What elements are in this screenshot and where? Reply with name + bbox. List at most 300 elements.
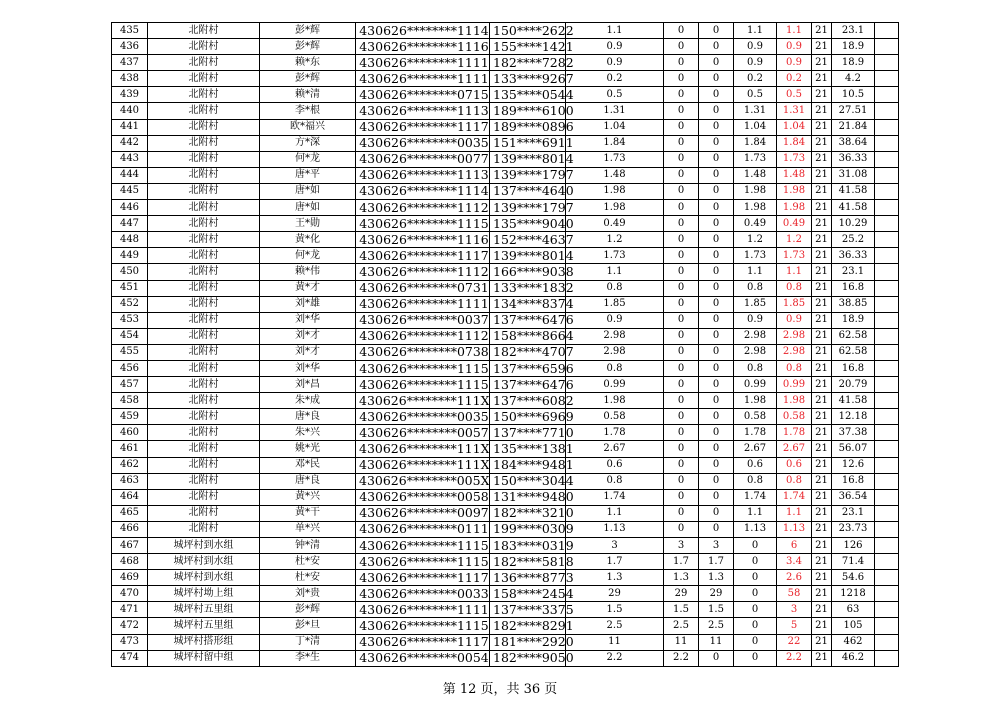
table-row xyxy=(112,457,899,473)
table-row xyxy=(112,232,899,248)
table-row xyxy=(112,280,899,296)
row-number: 457 xyxy=(112,377,148,393)
amount-cell: 41.58 xyxy=(832,393,875,409)
area-c-cell: 0 xyxy=(699,409,734,425)
empty-cell xyxy=(875,473,899,489)
total-area-cell: 1.31 xyxy=(777,103,812,119)
table-row xyxy=(112,505,899,521)
empty-cell xyxy=(875,521,899,537)
table-row xyxy=(112,183,899,199)
area-d-cell: 0 xyxy=(734,570,777,586)
total-area-cell: 1.13 xyxy=(777,521,812,537)
rate-cell: 21 xyxy=(812,312,832,328)
name-cell: 唐*如 xyxy=(260,200,356,216)
rate-cell: 21 xyxy=(812,409,832,425)
phone-cell: 139****8014 xyxy=(490,151,566,167)
rate-cell: 21 xyxy=(812,473,832,489)
village-cell: 北附村 xyxy=(148,216,260,232)
rate-cell: 21 xyxy=(812,377,832,393)
name-cell: 赖*清 xyxy=(260,87,356,103)
id-number-cell: 430626********1117 xyxy=(356,248,490,264)
area-c-cell: 11 xyxy=(699,634,734,650)
row-number: 454 xyxy=(112,328,148,344)
area-c-cell: 0 xyxy=(699,167,734,183)
empty-cell xyxy=(875,538,899,554)
rate-cell: 21 xyxy=(812,393,832,409)
area-b-cell: 0 xyxy=(664,312,699,328)
table-row xyxy=(112,554,899,570)
empty-cell xyxy=(875,489,899,505)
area-d-cell: 1.98 xyxy=(734,393,777,409)
name-cell: 方*深 xyxy=(260,135,356,151)
empty-cell xyxy=(875,135,899,151)
row-number: 469 xyxy=(112,570,148,586)
village-cell: 北附村 xyxy=(148,167,260,183)
phone-cell: 139****1797 xyxy=(490,200,566,216)
area-b-cell: 0 xyxy=(664,55,699,71)
name-cell: 钟*清 xyxy=(260,538,356,554)
amount-cell: 126 xyxy=(832,538,875,554)
total-area-cell: 6 xyxy=(777,538,812,554)
area-b-cell: 0 xyxy=(664,360,699,376)
empty-cell xyxy=(875,650,899,666)
amount-cell: 23.1 xyxy=(832,23,875,39)
area-cell: 2.5 xyxy=(566,618,664,634)
area-d-cell: 1.1 xyxy=(734,505,777,521)
table-row xyxy=(112,344,899,360)
phone-cell: 137****4640 xyxy=(490,183,566,199)
rate-cell: 21 xyxy=(812,200,832,216)
empty-cell xyxy=(875,618,899,634)
name-cell: 唐*良 xyxy=(260,409,356,425)
total-area-cell: 2.98 xyxy=(777,328,812,344)
area-c-cell: 0 xyxy=(699,489,734,505)
row-number: 451 xyxy=(112,280,148,296)
area-d-cell: 1.48 xyxy=(734,167,777,183)
empty-cell xyxy=(875,71,899,87)
id-number-cell: 430626********0057 xyxy=(356,425,490,441)
table-row xyxy=(112,409,899,425)
village-cell: 北附村 xyxy=(148,71,260,87)
row-number: 441 xyxy=(112,119,148,135)
id-number-cell: 430626********1117 xyxy=(356,634,490,650)
total-area-cell: 0.6 xyxy=(777,457,812,473)
empty-cell xyxy=(875,280,899,296)
village-cell: 北附村 xyxy=(148,457,260,473)
area-b-cell: 0 xyxy=(664,87,699,103)
id-number-cell: 430626********1111 xyxy=(356,71,490,87)
area-c-cell: 0 xyxy=(699,328,734,344)
name-cell: 朱*成 xyxy=(260,393,356,409)
total-area-cell: 0.9 xyxy=(777,312,812,328)
rate-cell: 21 xyxy=(812,538,832,554)
village-cell: 城坪村坳上组 xyxy=(148,586,260,602)
table-row xyxy=(112,618,899,634)
total-area-cell: 2.6 xyxy=(777,570,812,586)
area-cell: 2.2 xyxy=(566,650,664,666)
total-area-cell: 0.5 xyxy=(777,87,812,103)
area-cell: 1.2 xyxy=(566,232,664,248)
empty-cell xyxy=(875,409,899,425)
amount-cell: 41.58 xyxy=(832,200,875,216)
area-d-cell: 1.98 xyxy=(734,200,777,216)
rate-cell: 21 xyxy=(812,183,832,199)
data-table xyxy=(111,22,899,667)
empty-cell xyxy=(875,119,899,135)
name-cell: 欧*福兴 xyxy=(260,119,356,135)
rate-cell: 21 xyxy=(812,505,832,521)
name-cell: 丁*清 xyxy=(260,634,356,650)
village-cell: 北附村 xyxy=(148,39,260,55)
phone-cell: 135****0544 xyxy=(490,87,566,103)
village-cell: 北附村 xyxy=(148,151,260,167)
area-c-cell: 0 xyxy=(699,280,734,296)
total-area-cell: 1.04 xyxy=(777,119,812,135)
id-number-cell: 430626********1115 xyxy=(356,554,490,570)
amount-cell: 62.58 xyxy=(832,328,875,344)
village-cell: 北附村 xyxy=(148,360,260,376)
row-number: 464 xyxy=(112,489,148,505)
table-row xyxy=(112,312,899,328)
row-number: 455 xyxy=(112,344,148,360)
area-cell: 1.78 xyxy=(566,425,664,441)
area-d-cell: 1.85 xyxy=(734,296,777,312)
area-b-cell: 0 xyxy=(664,473,699,489)
area-b-cell: 0 xyxy=(664,183,699,199)
amount-cell: 36.33 xyxy=(832,248,875,264)
area-d-cell: 0.49 xyxy=(734,216,777,232)
phone-cell: 182****3210 xyxy=(490,505,566,521)
name-cell: 何*龙 xyxy=(260,248,356,264)
name-cell: 唐*如 xyxy=(260,183,356,199)
phone-cell: 166****9038 xyxy=(490,264,566,280)
area-b-cell: 0 xyxy=(664,103,699,119)
area-d-cell: 0 xyxy=(734,634,777,650)
page-footer: 第 12 页，共 36 页 xyxy=(442,682,558,697)
amount-cell: 105 xyxy=(832,618,875,634)
name-cell: 刘*昌 xyxy=(260,377,356,393)
amount-cell: 31.08 xyxy=(832,167,875,183)
id-number-cell: 430626********1116 xyxy=(356,232,490,248)
area-c-cell: 0 xyxy=(699,39,734,55)
empty-cell xyxy=(875,360,899,376)
table-row xyxy=(112,650,899,666)
id-number-cell: 430626********0731 xyxy=(356,280,490,296)
village-cell: 北附村 xyxy=(148,183,260,199)
row-number: 468 xyxy=(112,554,148,570)
row-number: 470 xyxy=(112,586,148,602)
area-cell: 3 xyxy=(566,538,664,554)
name-cell: 黄*兴 xyxy=(260,489,356,505)
total-area-cell: 1.78 xyxy=(777,425,812,441)
rate-cell: 21 xyxy=(812,521,832,537)
area-b-cell: 0 xyxy=(664,71,699,87)
empty-cell xyxy=(875,87,899,103)
id-number-cell: 430626********111X xyxy=(356,393,490,409)
rate-cell: 21 xyxy=(812,280,832,296)
area-b-cell: 0 xyxy=(664,135,699,151)
rate-cell: 21 xyxy=(812,570,832,586)
area-b-cell: 2.2 xyxy=(664,650,699,666)
row-number: 447 xyxy=(112,216,148,232)
area-cell: 1.74 xyxy=(566,489,664,505)
row-number: 467 xyxy=(112,538,148,554)
id-number-cell: 430626********0035 xyxy=(356,135,490,151)
area-d-cell: 0 xyxy=(734,602,777,618)
name-cell: 彭*辉 xyxy=(260,39,356,55)
area-cell: 1.98 xyxy=(566,183,664,199)
table-row xyxy=(112,538,899,554)
name-cell: 彭*辉 xyxy=(260,602,356,618)
empty-cell xyxy=(875,167,899,183)
rate-cell: 21 xyxy=(812,71,832,87)
area-cell: 0.99 xyxy=(566,377,664,393)
area-cell: 1.1 xyxy=(566,264,664,280)
phone-cell: 151****6911 xyxy=(490,135,566,151)
amount-cell: 23.73 xyxy=(832,521,875,537)
area-cell: 1.31 xyxy=(566,103,664,119)
village-cell: 北附村 xyxy=(148,521,260,537)
area-d-cell: 1.78 xyxy=(734,425,777,441)
id-number-cell: 430626********0058 xyxy=(356,489,490,505)
area-cell: 1.3 xyxy=(566,570,664,586)
area-c-cell: 1.3 xyxy=(699,570,734,586)
table-row xyxy=(112,23,899,39)
area-c-cell: 0 xyxy=(699,457,734,473)
area-b-cell: 0 xyxy=(664,151,699,167)
village-cell: 北附村 xyxy=(148,505,260,521)
row-number: 450 xyxy=(112,264,148,280)
name-cell: 杜*安 xyxy=(260,554,356,570)
area-b-cell: 0 xyxy=(664,441,699,457)
id-number-cell: 430626********1114 xyxy=(356,183,490,199)
rate-cell: 21 xyxy=(812,39,832,55)
area-d-cell: 0 xyxy=(734,554,777,570)
total-area-cell: 0.9 xyxy=(777,55,812,71)
id-number-cell: 430626********1111 xyxy=(356,55,490,71)
total-area-cell: 22 xyxy=(777,634,812,650)
amount-cell: 18.9 xyxy=(832,55,875,71)
area-c-cell: 0 xyxy=(699,296,734,312)
village-cell: 北附村 xyxy=(148,87,260,103)
area-cell: 11 xyxy=(566,634,664,650)
table-row xyxy=(112,103,899,119)
phone-cell: 137****6596 xyxy=(490,360,566,376)
id-number-cell: 430626********1111 xyxy=(356,602,490,618)
village-cell: 北附村 xyxy=(148,441,260,457)
rate-cell: 21 xyxy=(812,87,832,103)
id-number-cell: 430626********0054 xyxy=(356,650,490,666)
area-d-cell: 1.74 xyxy=(734,489,777,505)
empty-cell xyxy=(875,441,899,457)
table-row xyxy=(112,328,899,344)
amount-cell: 18.9 xyxy=(832,39,875,55)
total-area-cell: 1.84 xyxy=(777,135,812,151)
amount-cell: 56.07 xyxy=(832,441,875,457)
total-area-cell: 2.2 xyxy=(777,650,812,666)
area-c-cell: 0 xyxy=(699,521,734,537)
amount-cell: 63 xyxy=(832,602,875,618)
total-area-cell: 1.85 xyxy=(777,296,812,312)
row-number: 472 xyxy=(112,618,148,634)
id-number-cell: 430626********0738 xyxy=(356,344,490,360)
table-row xyxy=(112,441,899,457)
total-area-cell: 1.1 xyxy=(777,23,812,39)
row-number: 437 xyxy=(112,55,148,71)
area-cell: 0.9 xyxy=(566,312,664,328)
area-c-cell: 29 xyxy=(699,586,734,602)
name-cell: 彭*辉 xyxy=(260,71,356,87)
amount-cell: 46.2 xyxy=(832,650,875,666)
area-c-cell: 0 xyxy=(699,23,734,39)
name-cell: 邓*民 xyxy=(260,457,356,473)
name-cell: 赖*东 xyxy=(260,55,356,71)
id-number-cell: 430626********0035 xyxy=(356,409,490,425)
id-number-cell: 430626********1112 xyxy=(356,328,490,344)
village-cell: 城坪村搭形组 xyxy=(148,634,260,650)
village-cell: 城坪村五里组 xyxy=(148,618,260,634)
area-c-cell: 0 xyxy=(699,505,734,521)
village-cell: 北附村 xyxy=(148,200,260,216)
area-c-cell: 3 xyxy=(699,538,734,554)
area-b-cell: 0 xyxy=(664,328,699,344)
phone-cell: 183****0319 xyxy=(490,538,566,554)
area-d-cell: 0 xyxy=(734,586,777,602)
row-number: 453 xyxy=(112,312,148,328)
empty-cell xyxy=(875,216,899,232)
area-b-cell: 0 xyxy=(664,232,699,248)
area-c-cell: 0 xyxy=(699,71,734,87)
rate-cell: 21 xyxy=(812,119,832,135)
phone-cell: 199****0309 xyxy=(490,521,566,537)
area-b-cell: 0 xyxy=(664,216,699,232)
row-number: 436 xyxy=(112,39,148,55)
area-d-cell: 0.8 xyxy=(734,280,777,296)
phone-cell: 134****8374 xyxy=(490,296,566,312)
phone-cell: 133****9267 xyxy=(490,71,566,87)
table-row xyxy=(112,393,899,409)
empty-cell xyxy=(875,457,899,473)
area-c-cell: 0 xyxy=(699,55,734,71)
row-number: 473 xyxy=(112,634,148,650)
village-cell: 北附村 xyxy=(148,248,260,264)
phone-cell: 182****7282 xyxy=(490,55,566,71)
area-cell: 1.73 xyxy=(566,151,664,167)
area-c-cell: 0 xyxy=(699,183,734,199)
rate-cell: 21 xyxy=(812,618,832,634)
table-row xyxy=(112,71,899,87)
total-area-cell: 0.8 xyxy=(777,360,812,376)
rate-cell: 21 xyxy=(812,634,832,650)
row-number: 440 xyxy=(112,103,148,119)
phone-cell: 131****9480 xyxy=(490,489,566,505)
name-cell: 刘*才 xyxy=(260,344,356,360)
total-area-cell: 1.1 xyxy=(777,505,812,521)
total-area-cell: 0.2 xyxy=(777,71,812,87)
empty-cell xyxy=(875,328,899,344)
area-cell: 2.98 xyxy=(566,344,664,360)
area-c-cell: 0 xyxy=(699,200,734,216)
phone-cell: 189****0896 xyxy=(490,119,566,135)
area-d-cell: 0 xyxy=(734,650,777,666)
phone-cell: 155****1421 xyxy=(490,39,566,55)
area-c-cell: 1.7 xyxy=(699,554,734,570)
area-d-cell: 0.8 xyxy=(734,360,777,376)
amount-cell: 1218 xyxy=(832,586,875,602)
empty-cell xyxy=(875,554,899,570)
area-c-cell: 0 xyxy=(699,87,734,103)
id-number-cell: 430626********1115 xyxy=(356,618,490,634)
rate-cell: 21 xyxy=(812,425,832,441)
id-number-cell: 430626********005X xyxy=(356,473,490,489)
row-number: 443 xyxy=(112,151,148,167)
table-row xyxy=(112,248,899,264)
id-number-cell: 430626********1115 xyxy=(356,538,490,554)
id-number-cell: 430626********1113 xyxy=(356,103,490,119)
area-b-cell: 0 xyxy=(664,505,699,521)
total-area-cell: 1.98 xyxy=(777,393,812,409)
name-cell: 何*龙 xyxy=(260,151,356,167)
phone-cell: 182****9050 xyxy=(490,650,566,666)
table-row xyxy=(112,586,899,602)
area-cell: 0.8 xyxy=(566,360,664,376)
table-row xyxy=(112,602,899,618)
amount-cell: 10.5 xyxy=(832,87,875,103)
row-number: 444 xyxy=(112,167,148,183)
total-area-cell: 1.73 xyxy=(777,151,812,167)
id-number-cell: 430626********1112 xyxy=(356,200,490,216)
phone-cell: 135****1381 xyxy=(490,441,566,457)
area-b-cell: 0 xyxy=(664,521,699,537)
empty-cell xyxy=(875,232,899,248)
row-number: 449 xyxy=(112,248,148,264)
area-cell: 0.58 xyxy=(566,409,664,425)
area-b-cell: 1.5 xyxy=(664,602,699,618)
area-c-cell: 0 xyxy=(699,119,734,135)
area-cell: 0.2 xyxy=(566,71,664,87)
area-cell: 1.13 xyxy=(566,521,664,537)
name-cell: 黄*化 xyxy=(260,232,356,248)
area-cell: 1.7 xyxy=(566,554,664,570)
area-b-cell: 3 xyxy=(664,538,699,554)
table-row xyxy=(112,425,899,441)
area-b-cell: 0 xyxy=(664,377,699,393)
total-area-cell: 0.99 xyxy=(777,377,812,393)
total-area-cell: 3.4 xyxy=(777,554,812,570)
empty-cell xyxy=(875,248,899,264)
id-number-cell: 430626********0111 xyxy=(356,521,490,537)
empty-cell xyxy=(875,264,899,280)
id-number-cell: 430626********1117 xyxy=(356,570,490,586)
amount-cell: 12.18 xyxy=(832,409,875,425)
row-number: 462 xyxy=(112,457,148,473)
row-number: 460 xyxy=(112,425,148,441)
amount-cell: 23.1 xyxy=(832,505,875,521)
phone-cell: 137****3375 xyxy=(490,602,566,618)
area-d-cell: 1.1 xyxy=(734,264,777,280)
total-area-cell: 1.98 xyxy=(777,183,812,199)
table-row xyxy=(112,296,899,312)
id-number-cell: 430626********0097 xyxy=(356,505,490,521)
phone-cell: 182****8291 xyxy=(490,618,566,634)
table-row xyxy=(112,200,899,216)
rate-cell: 21 xyxy=(812,489,832,505)
amount-cell: 71.4 xyxy=(832,554,875,570)
name-cell: 王*勋 xyxy=(260,216,356,232)
row-number: 445 xyxy=(112,183,148,199)
phone-cell: 158****2454 xyxy=(490,586,566,602)
empty-cell xyxy=(875,634,899,650)
